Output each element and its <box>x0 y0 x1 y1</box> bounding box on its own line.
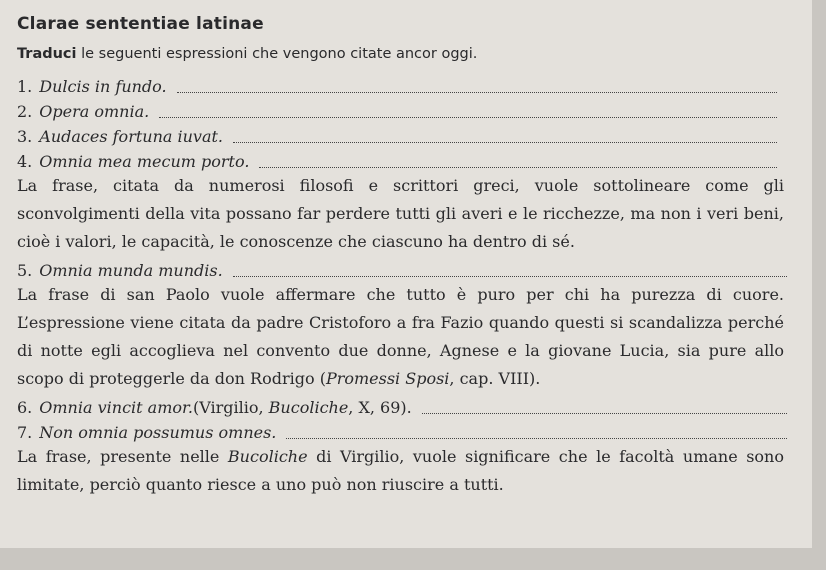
paragraph-text: La frase di san Paolo vuole affermare che tutto è puro per chi ha purezza di cuore. L’espressione viene citata da padre Cristoforo a fra Fazio quando questi si scandalizza perché di notte egli accoglieva nel convento due donne, Agnese e la giovane Lucia, sia pure allo scopo di proteggerle da don Rodrigo ( <box>17 285 784 388</box>
exercise-reference <box>193 398 412 418</box>
exercise-latin: Dulcis in fundo. <box>39 77 167 96</box>
exercise-2 <box>17 97 777 122</box>
exercise-number: 2. <box>17 102 33 121</box>
instruction <box>17 45 784 63</box>
answer-line-7[interactable] <box>286 437 787 439</box>
answer-line-1[interactable] <box>177 91 777 93</box>
instruction-text: le seguenti espressioni che vengono citate ancor oggi. <box>76 46 478 62</box>
answer-line-2[interactable] <box>159 116 777 118</box>
page-title: Clarae sententiae latinae <box>17 14 264 34</box>
exercise-number: 7. <box>17 423 33 442</box>
book-title: Bucoliche <box>268 398 349 417</box>
exercise-3 <box>17 122 777 147</box>
exercise-6 <box>17 393 787 418</box>
exercise-latin: Omnia munda mundis. <box>39 261 223 280</box>
paragraph-text: , cap. VIII). <box>449 369 541 388</box>
instruction-verb: Traduci <box>17 46 77 62</box>
reference-text: , X, 69). <box>348 398 412 417</box>
paragraph-text: di Virgilio, vuole significare che le facoltà umane sono limitate, perciò quanto riesce a uno può non riuscire a tutti. <box>17 447 784 494</box>
book-title: Promessi Sposi <box>325 369 450 388</box>
answer-line-5[interactable] <box>233 275 787 277</box>
exercise-number: 5. <box>17 261 33 280</box>
explanation-paragraph-1: La frase, citata da numerosi filosofi e scrittori greci, vuole sottolineare come gli sconvolgimenti della vita possano far perdere tutti gli averi e le ricchezze, ma non i veri beni, cioè i valori, le capacità, le conoscenze che ciascuno ha dentro di sé. <box>17 176 784 251</box>
explanation-paragraph-2 <box>17 281 784 393</box>
answer-line-4[interactable] <box>259 166 777 168</box>
exercise-latin: Omnia mea mecum porto. <box>39 152 250 171</box>
exercise-number: 3. <box>17 127 33 146</box>
exercise-4 <box>17 147 777 172</box>
exercise-number: 4. <box>17 152 33 171</box>
exercise-latin: Opera omnia. <box>39 102 150 121</box>
exercise-number: 6. <box>17 398 33 417</box>
exercise-number: 1. <box>17 77 33 96</box>
exercise-latin: Audaces fortuna iuvat. <box>39 127 224 146</box>
answer-line-6[interactable] <box>422 412 787 414</box>
exercise-5 <box>17 256 787 281</box>
book-title: Bucoliche <box>227 447 308 466</box>
exercise-7 <box>17 418 787 443</box>
explanation-paragraph-3 <box>17 443 784 499</box>
exercise-latin: Non omnia possumus omnes. <box>39 423 277 442</box>
exercise-latin: Omnia vincit amor. <box>39 398 193 417</box>
reference-text: (Virgilio, <box>192 398 269 417</box>
answer-line-3[interactable] <box>233 141 777 143</box>
exercise-1 <box>17 72 777 97</box>
paragraph-text: La frase, presente nelle <box>17 447 228 466</box>
